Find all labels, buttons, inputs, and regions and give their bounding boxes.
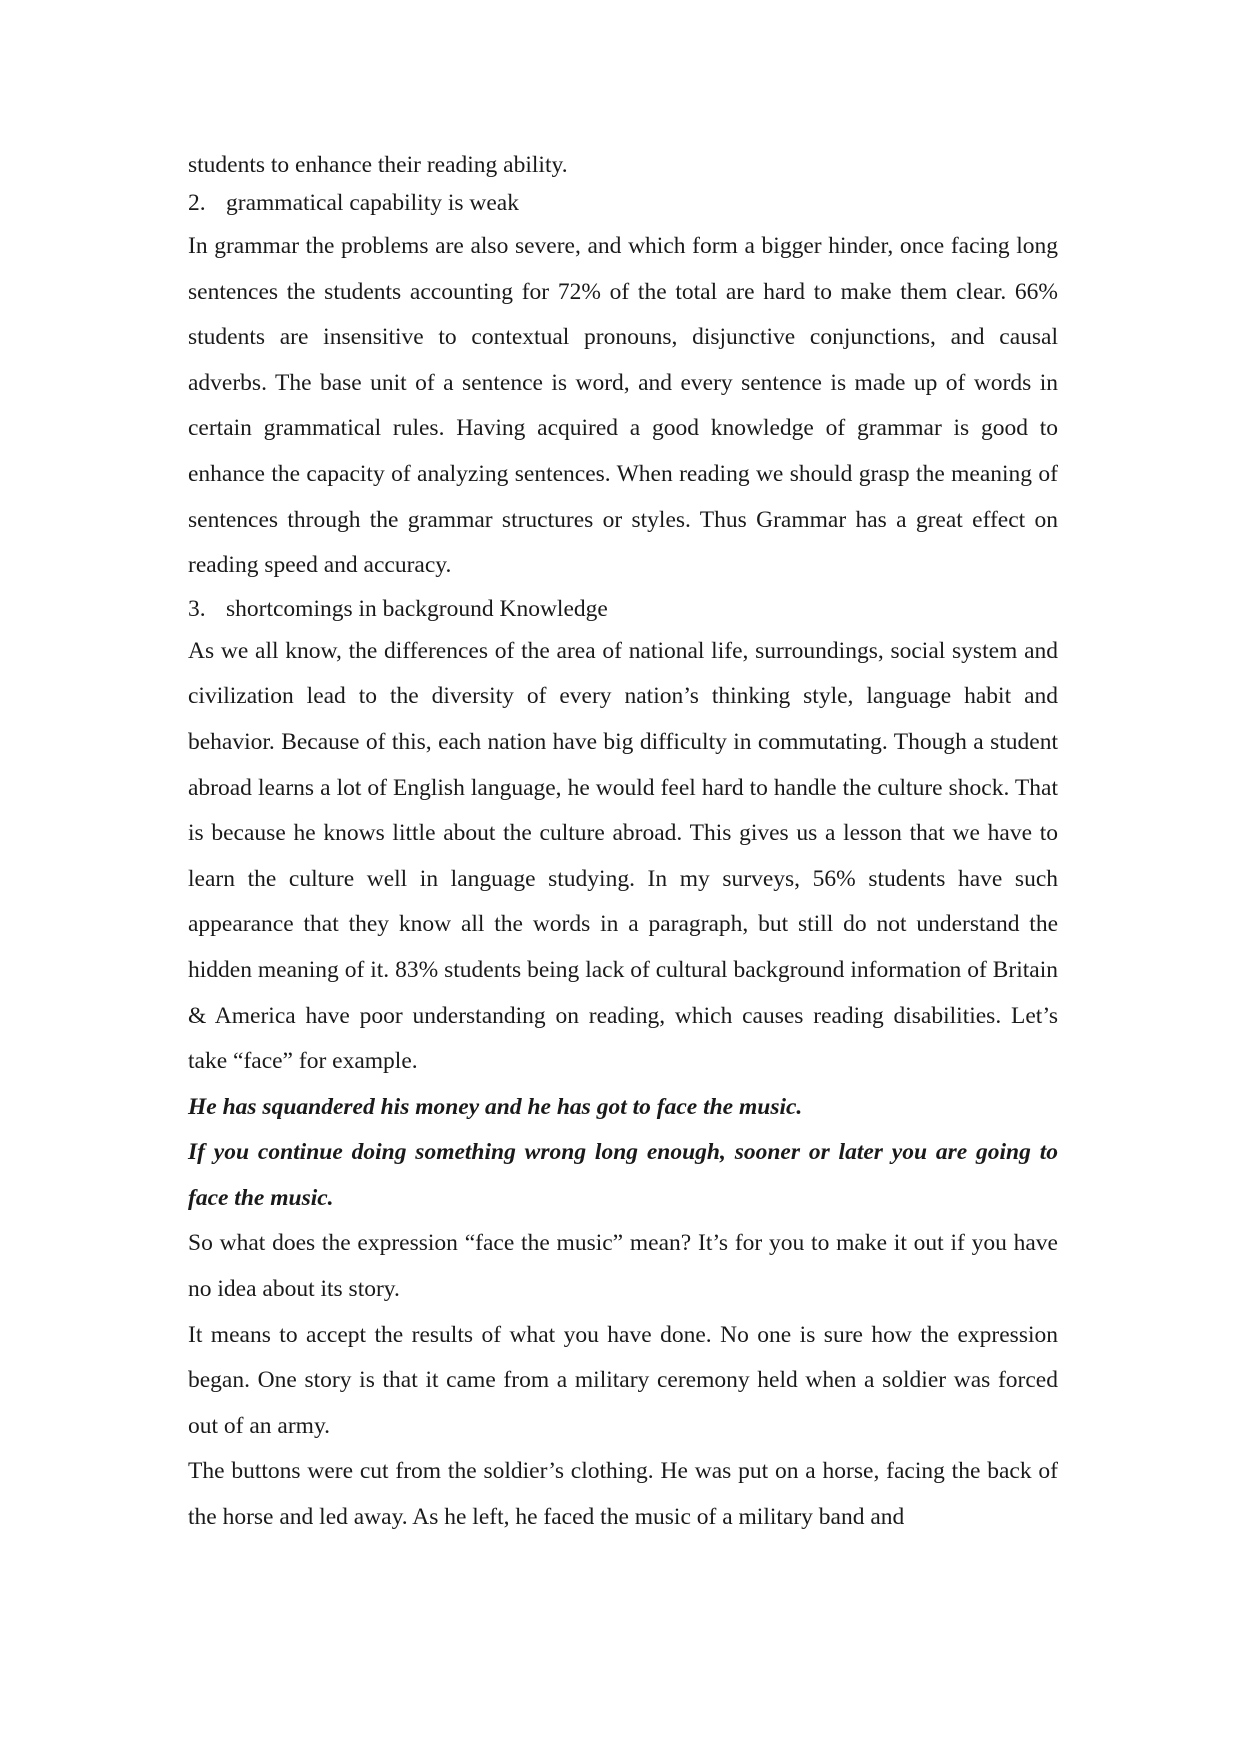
example-sentence-2: If you continue doing something wrong long enough, sooner or later you are going to face the music. [188,1139,1058,1211]
section-3-title: shortcomings in background Knowledge [226,595,608,622]
intro-tail-line: students to enhance their reading ability. [188,152,568,178]
story-paragraph: The buttons were cut from the soldier’s clothing. He was put on a horse, facing the back of the horse and led away. As he left, he faced the music of a military band and [188,1458,1058,1531]
section-2-paragraph: In grammar the problems are also severe, and which form a bigger hinder, once facing long sentences the students accounting for 72% of the total are hard to make them clear. 66% students are insensitive to contextual pronouns, disjunctive conjunctions, and causal adverbs. The base unit of a sentence is word, and every sentence is made up of words in certain grammatical rules. Having acquired a good knowledge of grammar is good to enhance the capacity of analyzing sentences. When reading we should grasp the meaning of sentences through the grammar structures or styles. Thus Grammar has a great effect on reading speed and accuracy. [188,233,1058,579]
section-3-paragraph: As we all know, the differences of the area of national life, surroundings, social system and civilization lead to the diversity of every nation’s thinking style, language habit and behavior. Because of this, each nation have big difficulty in commutating. Though a student abroad learns a lot of English language, he would feel hard to handle the culture shock. That is because he knows little about the culture abroad. This gives us a lesson that we have to learn the culture well in language studying. In my surveys, 56% students have such appearance that they know all the words in a paragraph, but still do not understand the hidden meaning of it. 83% students being lack of cultural background information of Britain & America have poor understanding on reading, which causes reading disabilities. Let’s take “face” for example. [188,637,1058,1075]
section-3-heading [188,589,1058,629]
example-sentence-1: He has squandered his money and he has got to face the music. [188,1093,803,1120]
meaning-paragraph: It means to accept the results of what you have done. No one is sure how the expression began. One story is that it came from a military ceremony held when a soldier was forced out of an army. [188,1321,1058,1439]
section-3-number: 3. [188,595,206,622]
question-paragraph: So what does the expression “face the music” mean? It’s for you to make it out if you have no idea about its story. [188,1230,1058,1303]
section-2-title: grammatical capability is weak [226,190,519,216]
document-page [188,148,1058,1541]
section-2-number: 2. [188,190,206,216]
section-2-heading [188,182,1058,224]
